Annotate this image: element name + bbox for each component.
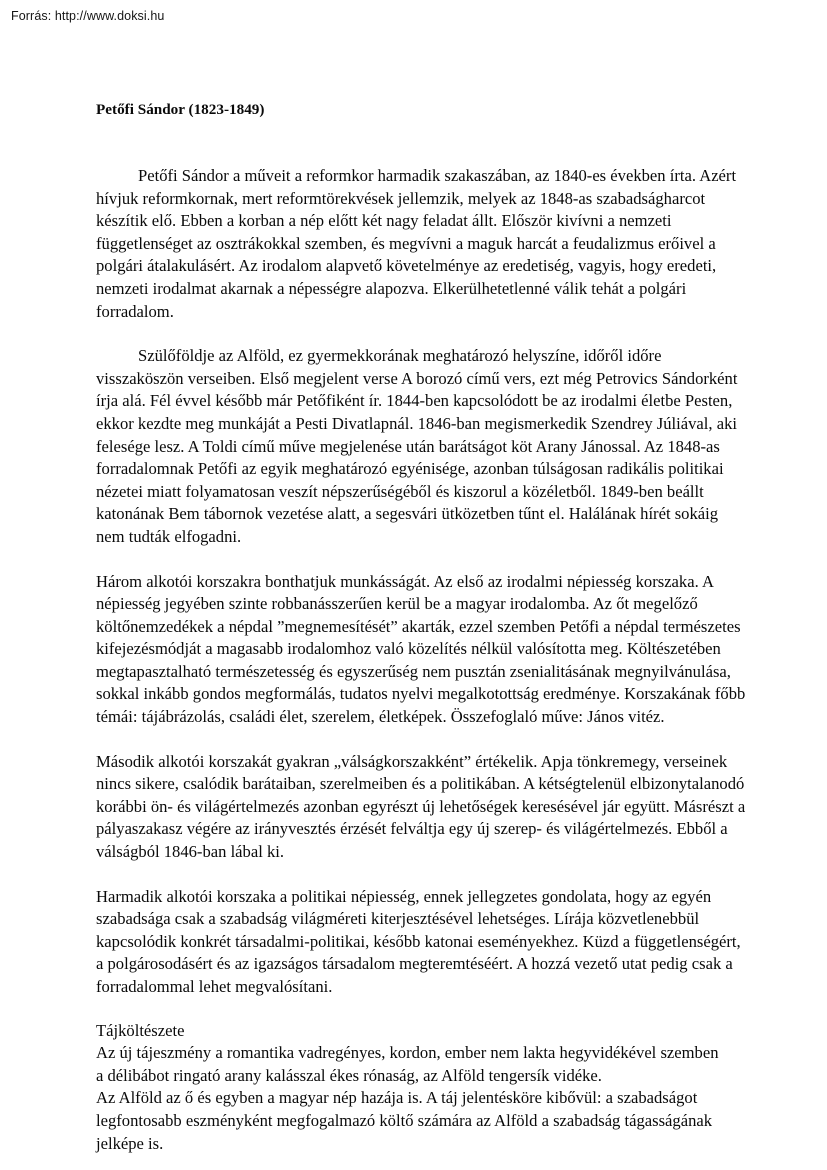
section-tajkolteszete [96, 1020, 748, 1156]
page-title: Petőfi Sándor (1823-1849) [96, 101, 265, 118]
paragraph-harmadik-korszak: Harmadik alkotói korszaka a politikai népiesség, ennek jellegzetes gondolata, hogy az egyén szabadsága csak a szabadság világméreti kiterjesztésével lehetséges. Lírája közvetlenebbül kapcsolódik konkrét társadalmi-politikai, később katonai eseményekhez. Küzd a függetlenségért, a polgárosodásért és az igazságos társadalom megteremtéséért. A hozzá vezető utat pedig csak a forradalommal lehet megvalósítani. [96, 886, 741, 996]
tajkolteszete-line-4: legfontosabb eszményként megfogalmazó költő számára az Alföld a szabadság tágasságának [96, 1110, 713, 1130]
paragraph-masodik-korszak: Második alkotói korszakát gyakran „válságkorszakként” értékelik. Apja tönkremegy, verseinek nincs sikere, csalódik barátaiban, szerelmeiben és a politikában. A kétségtelenül elbizonytalanodó korábbi ön- és világértelmezés azonban egyrészt új lehetőségek keresésével jár együtt. Másrészt a pályaszakasz végére az irányvesztés érzését felváltja egy új szerep- és világértelmezés. Ebből a válságból 1846-ban lábal ki. [96, 751, 746, 862]
tajkolteszete-line-5: jelképe is. [96, 1133, 164, 1153]
section-heading-tajkolteszete: Tájköltészete [96, 1020, 185, 1040]
tajkolteszete-line-3: Az Alföld az ő és egyben a magyar nép hazája is. A táj jelentésköre kibővül: a szabadságot [96, 1088, 698, 1108]
paragraph-elso-korszak: Három alkotói korszakra bonthatjuk munkásságát. Az első az irodalmi népiesség korszaka. A népiesség jegyében szinte robbanásszerűen kerül be a magyar irodalomba. Az őt megelőző költőnemzedékek a népdal ”megnemesítését” akarták, ezzel szemben Petőfi a népdal természetes kifejezésmódját a magasabb irodalomhoz való közelítés nélkül valósította meg. Költészetében megtapasztalható természetesség és egyszerűség nem pusztán zsenialitásának megnyilvánulása, sokkal inkább gondos megformálás, tudatos nyelvi megalkotottság eredménye. Korszakának főbb témái: tájábrázolás, családi élet, szerelem, életképek. Összefoglaló műve: János vitéz. [96, 571, 746, 727]
tajkolteszete-line-1: Az új tájeszmény a romantika vadregényes, kordon, ember nem lakta hegyvidékével szemben [96, 1043, 719, 1063]
document-body [96, 100, 748, 1155]
source-watermark: Forrás: http://www.doksi.hu [11, 9, 165, 23]
paragraph-eletrajz: Szülőföldje az Alföld, ez gyermekkorának meghatározó helyszíne, időről időre visszaköszön verseiben. Első megjelent verse A borozó című vers, ezt még Petrovics Sándorként írja alá. Fél évvel később már Petőfiként ír. 1844-ben kapcsolódott be az irodalmi életbe Pesten, ekkor kezdte meg munkáját a Pesti Divatlapnál. 1846-ban megismerkedik Szendrey Júliával, aki felesége lesz. A Toldi című műve megjelenése után barátságot köt Arany Jánossal. Az 1848-as forradalomnak Petőfi az egyik meghatározó egyénisége, azonban túlságosan radikális politikai nézetei miatt folyamatosan veszít népszerűségéből és kiszorul a közéletből. 1849-ben beállt katonának Bem tábornok vezetése alatt, a segesvári ütközetben tűnt el. Halálának hírét sokáig nem tudták elfogadni. [96, 346, 738, 546]
tajkolteszete-line-2: a délibábot ringató arany kalásszal ékes rónaság, az Alföld tengersík vidéke. [96, 1065, 602, 1085]
paragraph-intro: Petőfi Sándor a műveit a reformkor harmadik szakaszában, az 1840-es években írta. Azért hívjuk reformkornak, mert reformtörekvések jellemzik, melyek az 1848-as szabadságharcot készítik elő. Ebben a korban a nép előtt két nagy feladat állt. Először kivívni a nemzeti függetlenséget az osztrákokkal szemben, és megvívni a maguk harcát a feudalizmus erőivel a polgári átalakulásért. Az irodalom alapvető követelménye az eredetiség, vagyis, hogy eredeti, nemzeti irodalmat akarnak a népességre alapozva. Elkerülhetetlenné válik tehát a polgári forradalom. [96, 166, 737, 321]
